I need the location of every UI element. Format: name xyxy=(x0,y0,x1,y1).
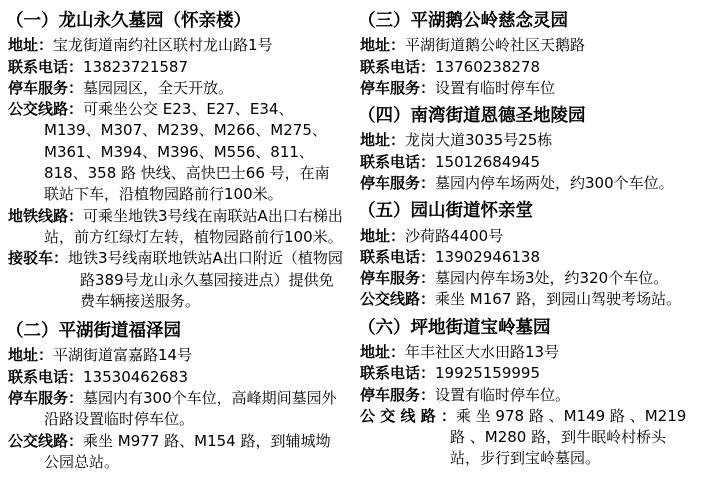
field-value: 13902946138 xyxy=(435,247,540,266)
field-label: 地铁线路： xyxy=(8,206,84,225)
field-value: 平湖街道鹅公岭社区天鹅路 xyxy=(405,36,586,55)
field-label: 停车服务： xyxy=(360,385,436,404)
field-phone xyxy=(360,57,696,78)
field-label: 联系电话： xyxy=(8,367,84,386)
field-label: 联系电话： xyxy=(360,57,436,76)
entry-title: （六）坪地街道宝岭墓园 xyxy=(358,317,551,338)
entry-title: （四）南湾街道恩德圣地陵园 xyxy=(358,106,586,127)
field-label: 地址： xyxy=(8,36,54,55)
cemetery-entry-3 xyxy=(358,8,696,99)
field-address xyxy=(360,35,696,56)
field-value: 可乘坐地铁3号线在南联站A出口右梯出站，前方红绿灯左转，植物园路前行100米。 xyxy=(44,206,343,246)
field-phone xyxy=(360,152,696,173)
field-label: 地址： xyxy=(360,342,406,361)
field-value: 13823721587 xyxy=(83,57,188,76)
field-parking xyxy=(360,173,696,194)
two-column-layout xyxy=(6,8,702,477)
field-bus-route xyxy=(8,99,344,205)
cemetery-entry-1 xyxy=(6,8,344,312)
entry-title: （二）平湖街道福泽园 xyxy=(6,321,181,342)
field-label: 公交线路： xyxy=(360,290,436,309)
field-value: 设置有临时停车位。 xyxy=(435,385,571,404)
field-address xyxy=(8,35,344,56)
field-label: 联系电话： xyxy=(360,152,436,171)
field-value: 宝龙街道南约社区联村龙山路1号 xyxy=(53,36,273,55)
field-address xyxy=(8,345,344,366)
field-phone xyxy=(360,247,696,268)
field-value: 13530462683 xyxy=(83,367,188,386)
entry-title: （三）平湖鹅公岭慈念灵园 xyxy=(358,11,568,31)
field-shuttle xyxy=(8,248,344,312)
field-value: 可乘坐公交 E23、E27、E34、M139、M307、M239、M266、M275、M361、M394、M396、M556、811、818、358 路 快线、高快巴士66 号，在南联站下车，沿植物园路前行100米。 xyxy=(44,100,330,204)
field-label: 联系电话： xyxy=(360,247,436,266)
field-value: 地铁3号线南联地铁站A出口附近（植物园路389号龙山永久墓园接进点）提供免费车辆接送服务。 xyxy=(68,249,343,310)
cemetery-entry-2 xyxy=(6,318,344,473)
field-label: 公交线路： xyxy=(8,100,84,119)
field-address xyxy=(360,130,696,151)
field-value: 设置有临时停车位 xyxy=(435,78,556,97)
right-column xyxy=(358,8,696,474)
field-parking xyxy=(8,78,344,99)
field-metro-route xyxy=(8,206,344,249)
field-label: 停车服务： xyxy=(360,173,436,192)
field-label: 公 交 线 路 ： xyxy=(360,406,456,425)
field-bus-route xyxy=(360,406,696,470)
field-label: 停车服务： xyxy=(8,78,84,97)
field-value: 龙岗大道3035号25栋 xyxy=(405,131,553,150)
field-value: 墓园内停车场3处，约320个车位。 xyxy=(435,269,669,288)
left-column xyxy=(6,8,344,477)
field-value: 13760238278 xyxy=(435,57,540,76)
field-label: 地址： xyxy=(360,36,406,55)
field-address xyxy=(360,342,696,363)
field-phone xyxy=(8,367,344,388)
field-bus-route xyxy=(8,431,344,474)
field-address xyxy=(360,226,696,247)
field-value: 墓园园区，全天开放。 xyxy=(83,78,234,97)
field-label: 停车服务： xyxy=(360,78,436,97)
field-value: 平湖街道富嘉路14号 xyxy=(53,346,193,365)
cemetery-entry-4 xyxy=(358,103,696,194)
field-value: 沙荷路4400号 xyxy=(405,226,504,245)
field-value: 乘坐 M167 路，到园山驾驶考场站。 xyxy=(435,290,682,309)
field-parking xyxy=(360,385,696,406)
field-bus-route xyxy=(360,289,696,310)
field-label: 接驳车： xyxy=(8,249,69,268)
field-value: 19925159995 xyxy=(435,364,540,383)
entry-title: （一）龙山永久墓园（怀亲楼） xyxy=(6,11,251,31)
field-parking xyxy=(360,268,696,289)
field-value: 年丰社区大水田路13号 xyxy=(405,342,560,361)
field-label: 公交线路： xyxy=(8,431,84,450)
field-parking xyxy=(360,78,696,99)
field-value: 乘 坐 978 路 、M149 路 、M219 路 、M280 路，到牛眠岭村桥头站，步行到宝岭墓园。 xyxy=(450,406,687,468)
field-label: 联系电话： xyxy=(8,57,84,76)
field-phone xyxy=(360,363,696,384)
field-value: 乘坐 M977 路、M154 路，到辅城坳公园总站。 xyxy=(44,431,331,471)
entry-title: （五）园山街道怀亲堂 xyxy=(358,201,533,222)
field-label: 联系电话： xyxy=(360,364,436,383)
field-value: 墓园内有300个车位，高峰期间墓园外沿路设置临时停车位。 xyxy=(44,388,337,429)
field-phone xyxy=(8,57,344,78)
field-label: 地址： xyxy=(360,226,406,245)
field-label: 地址： xyxy=(360,131,406,150)
field-parking xyxy=(8,388,344,431)
field-label: 停车服务： xyxy=(360,269,436,288)
field-value: 墓园内停车场两处，约300个车位。 xyxy=(435,173,674,192)
field-label: 地址： xyxy=(8,346,54,365)
field-value: 15012684945 xyxy=(435,152,540,171)
field-label: 停车服务： xyxy=(8,388,84,407)
cemetery-entry-6 xyxy=(358,315,696,470)
cemetery-entry-5 xyxy=(358,198,696,310)
